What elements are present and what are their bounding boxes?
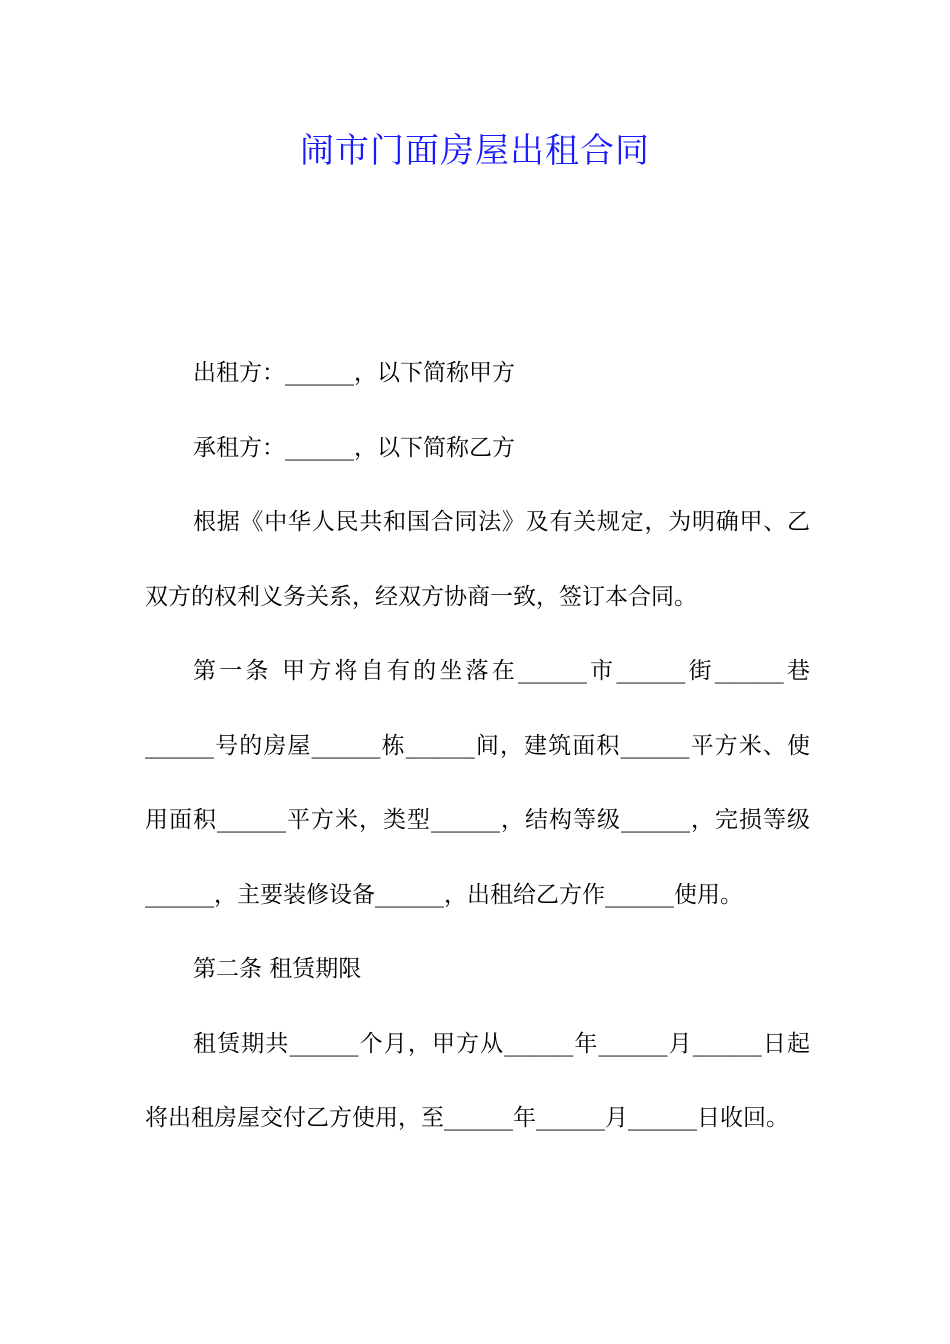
lessee-line: 承租方：______，以下简称乙方 — [193, 434, 515, 461]
preamble-paragraph: 根据《中华人民共和国合同法》及有关规定，为明确甲、乙双方的权利义务关系，经双方协商一致，签订本合同。 — [145, 509, 810, 610]
document-body — [145, 336, 810, 1156]
lease-term-paragraph: 租赁期共______个月，甲方从______年______月______日起将出租房屋交付乙方使用，至______年______月______日收回。 — [145, 1030, 810, 1131]
article-2-heading: 第二条 租赁期限 — [193, 956, 362, 982]
document-title: 闹市门面房屋出租合同 — [300, 131, 650, 171]
article-1-paragraph: 第一条 甲方将自有的坐落在______市______街______巷______号的房屋______栋______间，建筑面积______平方米、使用面积______平方米，类型______，结构等级______，完损等级______，主要装修设备______，出租给乙方作______使用。 — [145, 658, 810, 908]
lessor-line: 出租方：______，以下简称甲方 — [193, 360, 515, 386]
